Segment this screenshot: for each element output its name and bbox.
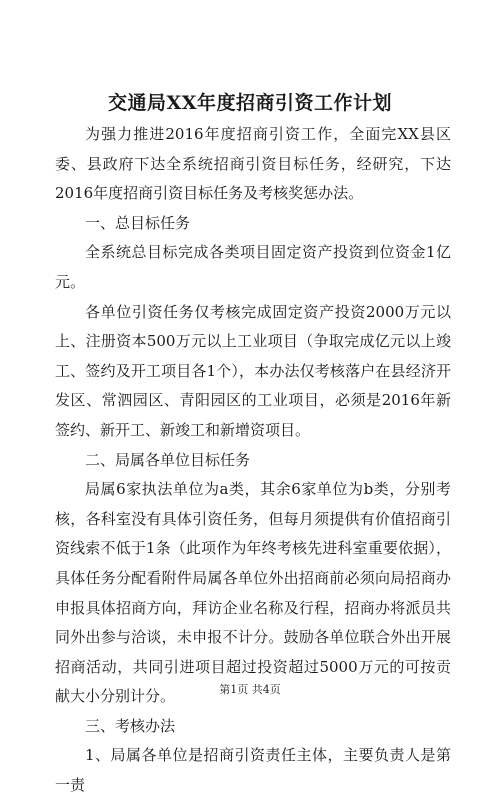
page-footer: 第1页 共4页: [219, 683, 281, 696]
section-heading-1: 一、总目标任务: [85, 213, 191, 232]
body-paragraph: 1、局属各单位是招商引资责任主体，主要负责人是第一责: [55, 746, 451, 795]
body-paragraph: 全系统总目标完成各类项目固定资产投资到位资金1亿元。: [55, 243, 451, 291]
document-body: [55, 120, 451, 801]
body-paragraph: 各单位引资任务仅考核完成固定资产投资2000万元以上、注册资本500万元以上工业项目（争取完成亿元以上竣工、签约及开工项目各1个），本办法仅考核落户在县经济开发区、常泗园区、青阳园区的工业项目，必须是2016年新签约、新开工、新竣工和新增资项目。: [55, 302, 451, 439]
section-heading-3: 三、考核办法: [85, 716, 176, 735]
document-title: 交通局XX年度招商引资工作计划: [108, 92, 392, 114]
body-paragraph: 局属6家执法单位为a类，其余6家单位为b类，分别考核，各科室没有具体引资任务，但每月须提供有价值招商引资线索不低于1条（此项作为年终考核先进科室重要依据），具体任务分配看附件局属各单位外出招商前必须向局招商办申报具体招商方向，拜访企业名称及行程，招商办将派员共同外出参与洽谈，未申报不计分。鼓励各单位联合外出开展招商活动，共同引进项目超过投资超过5000万元的可按贡献大小分别计分。: [55, 480, 451, 706]
section-heading-2: 二、局属各单位目标任务: [85, 450, 251, 469]
intro-paragraph: 为强力推进2016年度招商引资工作，全面完XX县区委、县政府下达全系统招商引资目标任务，经研究，下达2016年度招商引资目标任务及考核奖惩办法。: [55, 125, 451, 203]
